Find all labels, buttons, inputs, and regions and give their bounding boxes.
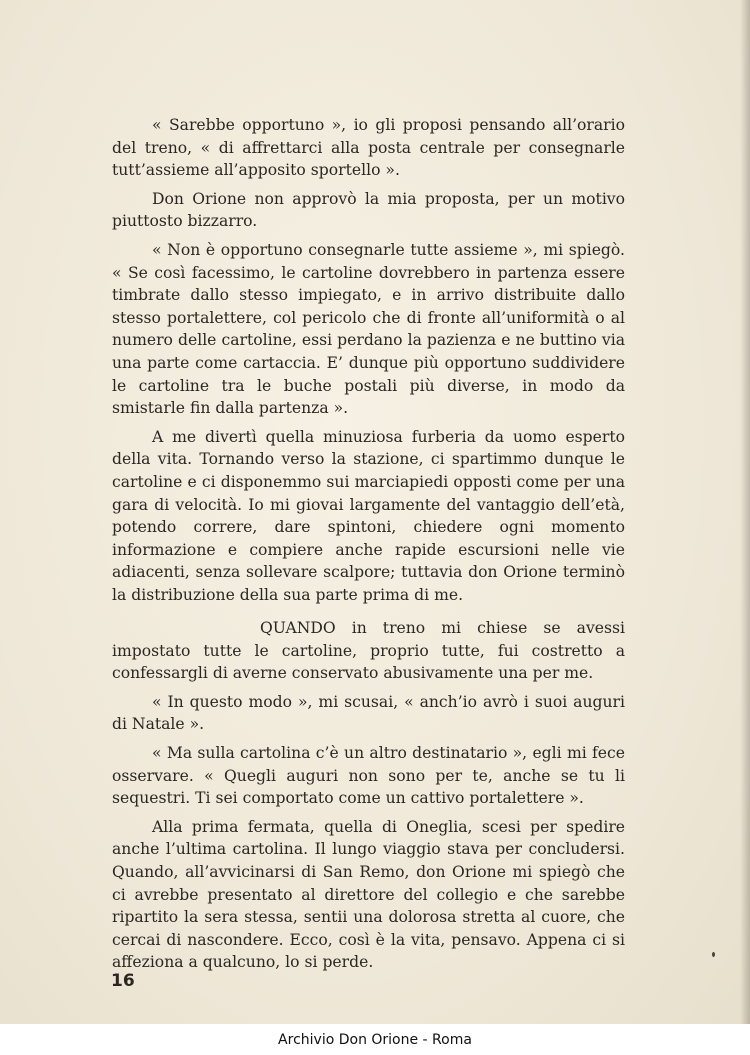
paper-speck <box>712 952 715 957</box>
paragraph: QUANDO in treno mi chiese se avessi impostato tutte le cartoline, proprio tutte, fui costretto a confessargli di averne conservato abusivamente una per me. <box>112 619 625 683</box>
paragraph: Alla prima fermata, quella di Oneglia, scesi per spedire anche l’ultima cartolina. Il lungo viaggio stava per concludersi. Quando, all’avvicinarsi di San Remo, don Orione mi spiegò che ci avrebbe presentato al direttore del collegio e che sarebbe ripartito la sera stessa, sentii una dolorosa stretta al cuore, che cercai di nascondere. Ecco, così è la vita, pensavo. Appena ci si affeziona a qualcuno, lo si perde. <box>112 817 625 972</box>
page-number: 16 <box>111 971 135 991</box>
paragraph: « Non è opportuno consegnarle tutte assieme », mi spiegò. « Se così facessimo, le cartoline dovrebbero in partenza essere timbrate dallo stesso impiegato, e in arrivo distribuite dallo stesso portalettere, col pericolo che di fronte all’uniformità o al numero delle cartoline, essi perdano la pazienza e ne buttino via una parte come cartaccia. E’ dunque più opportuno suddividere le cartoline tra le buche postali più diverse, in modo da smistarle fin dalla partenza ». <box>112 240 625 418</box>
paragraph: « Ma sulla cartolina c’è un altro destinatario », egli mi fece osservare. « Quegli auguri non sono per te, anche se tu li sequestri. Ti sei comportato come un cattivo portalettere ». <box>112 743 625 808</box>
archive-label: Archivio Don Orione - Roma <box>278 1032 472 1048</box>
archive-footer <box>0 1024 750 1055</box>
paragraph: « Sarebbe opportuno », io gli proposi pensando all’orario del treno, « di affrettarci alla posta centrale per consegnarle tutt’assieme all’apposito sportello ». <box>112 116 625 180</box>
paragraph: A me divertì quella minuziosa furberia da uomo esperto della vita. Tornando verso la stazione, ci spartimmo dunque le cartoline e ci disponemmo sui marciapiedi opposti come per una gara di velocità. Io mi giovai largamente del vantaggio dell’età, potendo correre, dare spintoni, chiedere ogni momento informazione e compiere anche rapide escursioni nelle vie adiacenti, senza sollevare scalpore; tuttavia don Orione terminò la distribuzione della sua parte prima di me. <box>112 427 625 604</box>
text-section-2 <box>112 617 625 980</box>
paragraph: « In questo modo », mi scusai, « anch’io avrò i suoi auguri di Natale ». <box>112 692 625 734</box>
paragraph: Don Orione non approvò la mia proposta, per un motivo piuttosto bizzarro. <box>112 189 625 231</box>
text-section-1 <box>112 114 625 612</box>
page-edge-shadow <box>740 0 750 1055</box>
